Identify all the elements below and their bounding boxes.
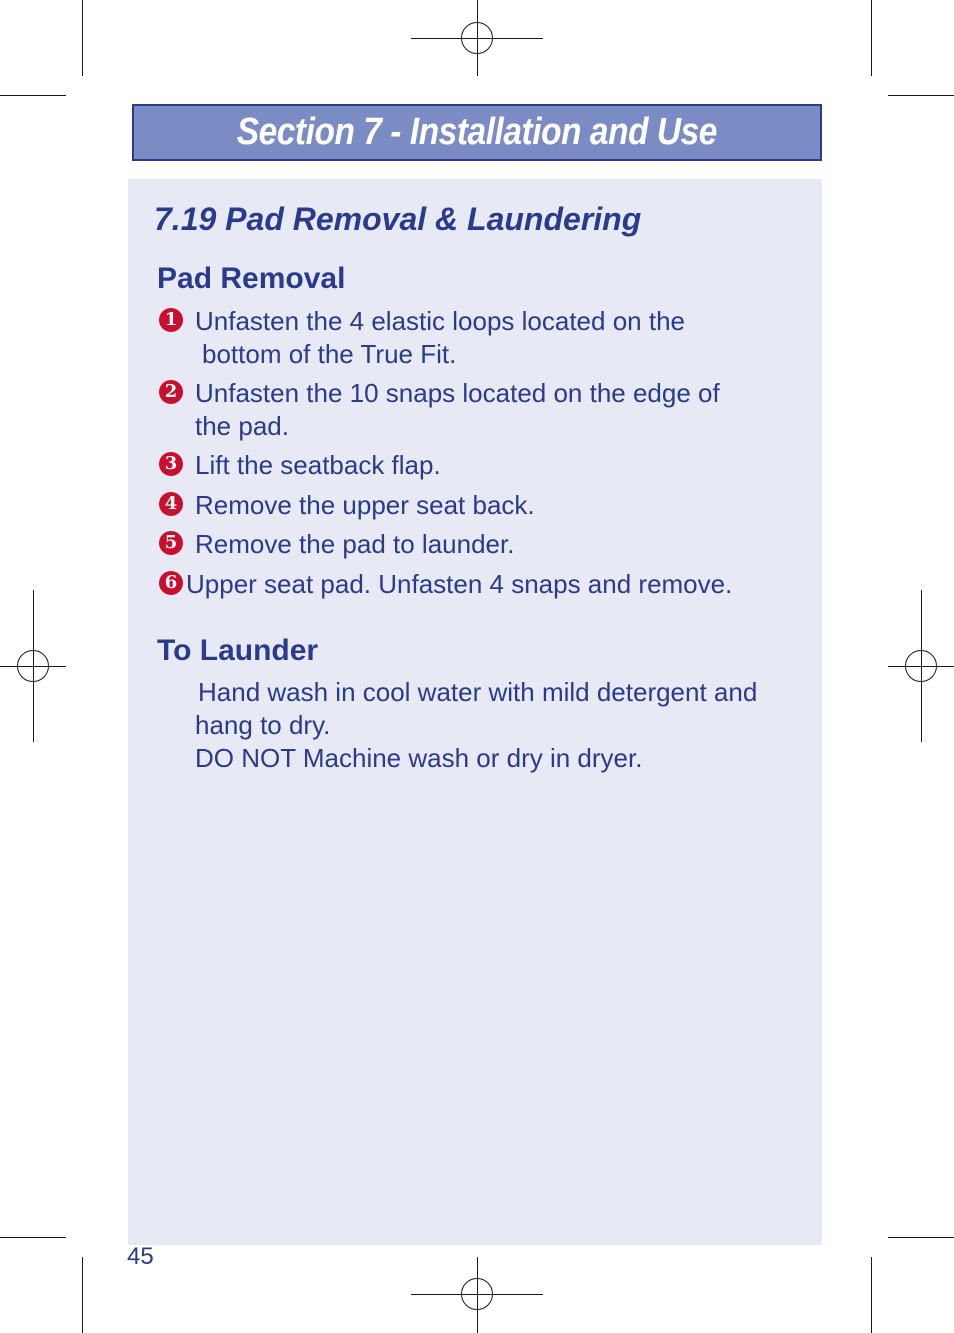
step-text: Unfasten the 4 elastic loops located on the	[195, 306, 685, 336]
step-text: Lift the seatback flap.	[195, 450, 441, 480]
step-number-icon: 6	[159, 571, 183, 595]
page-number: 45	[127, 1243, 154, 1270]
step-text: the pad.	[195, 411, 289, 441]
step-number-icon: 1	[159, 308, 183, 332]
crop-mark	[888, 95, 954, 96]
step-text: Upper seat pad. Unfasten 4 snaps and remove.	[186, 569, 733, 599]
crop-mark	[888, 1237, 954, 1238]
step-number-icon: 3	[159, 452, 183, 476]
step-text: bottom of the True Fit.	[202, 339, 457, 369]
launder-instructions: hang to dry.	[195, 710, 331, 740]
step-text: Remove the upper seat back.	[195, 490, 535, 520]
registration-circle	[17, 650, 49, 682]
crop-mark	[871, 0, 872, 76]
to-launder-heading: To Launder	[157, 634, 319, 667]
crop-mark	[0, 95, 66, 96]
registration-circle	[461, 1278, 493, 1310]
crop-mark	[0, 1237, 66, 1238]
step-number-icon: 2	[159, 380, 183, 404]
launder-instructions: Hand wash in cool water with mild detergent and	[198, 677, 758, 707]
crop-mark	[871, 1257, 872, 1333]
step-text: Remove the pad to launder.	[195, 529, 515, 559]
pad-removal-heading: Pad Removal	[157, 262, 346, 295]
launder-warning: DO NOT Machine wash or dry in dryer.	[195, 743, 643, 773]
registration-circle	[905, 650, 937, 682]
section-banner	[132, 104, 822, 161]
crop-mark	[82, 0, 83, 76]
crop-mark	[82, 1257, 83, 1333]
step-number-icon: 4	[159, 492, 183, 516]
step-number-icon: 5	[159, 531, 183, 555]
step-text: Unfasten the 10 snaps located on the edge of	[195, 378, 720, 408]
registration-circle	[461, 22, 493, 54]
section-title: Section 7 - Installation and Use	[236, 111, 718, 153]
subsection-title: 7.19 Pad Removal & Laundering	[154, 201, 642, 237]
